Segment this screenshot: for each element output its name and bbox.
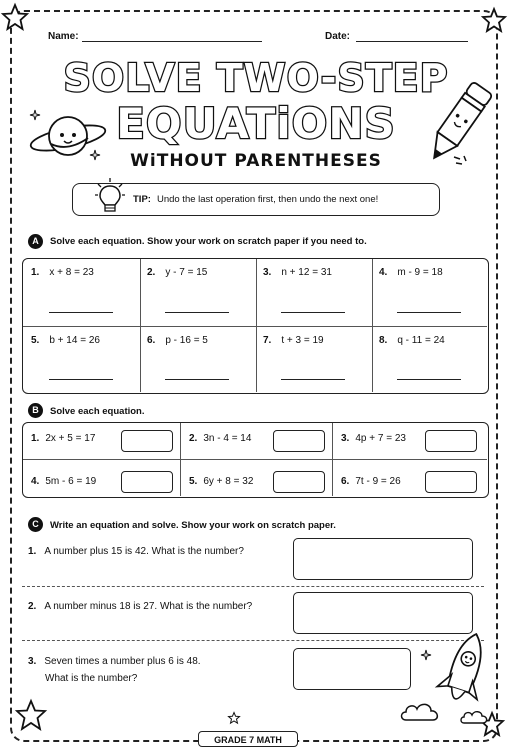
problem-b3: 3. 4p + 7 = 23 <box>341 433 406 444</box>
tip-label: TIP: <box>133 194 151 205</box>
star-icon <box>16 700 46 730</box>
section-b-badge: B <box>28 403 43 418</box>
problem-b4: 4. 5m - 6 = 19 <box>31 476 97 487</box>
problem-a6: 6. p - 16 = 5 <box>147 335 208 346</box>
problem-b1: 1. 2x + 5 = 17 <box>31 433 96 444</box>
sparkle-icon <box>30 110 40 120</box>
lightbulb-icon <box>95 178 125 216</box>
sparkle-icon <box>421 650 431 660</box>
answer-line-a4[interactable] <box>397 312 461 313</box>
star-icon <box>2 4 28 30</box>
problem-b6: 6. 7t - 9 = 26 <box>341 476 401 487</box>
answer-line-a7[interactable] <box>281 379 345 380</box>
problem-b2: 2. 3n - 4 = 14 <box>189 433 252 444</box>
title-line-2: EQUATiONS <box>116 99 396 148</box>
date-label: Date: <box>325 31 351 42</box>
grade-label: GRADE 7 MATH <box>198 731 298 747</box>
tip-message: Undo the last operation first, then undo the next one! <box>156 194 379 205</box>
answer-box-b6[interactable] <box>425 471 477 493</box>
star-icon <box>482 8 506 32</box>
answer-line-a8[interactable] <box>397 379 461 380</box>
date-field[interactable] <box>356 41 468 42</box>
word-problem-3: 3. Seven times a number plus 6 is 48. <box>28 656 201 667</box>
section-b-instruction: Solve each equation. <box>50 406 145 417</box>
tip-text <box>133 194 378 205</box>
problem-a4: 4. m - 9 = 18 <box>379 267 443 278</box>
problem-a2: 2. y - 7 = 15 <box>147 267 208 278</box>
section-a-badge: A <box>28 234 43 249</box>
cloud-icon <box>460 708 490 726</box>
section-a-grid <box>22 258 489 394</box>
word-problem-3-line-2: What is the number? <box>45 673 138 684</box>
problem-b5: 5. 6y + 8 = 32 <box>189 476 254 487</box>
section-c-badge: C <box>28 517 43 532</box>
section-a-instruction: Solve each equation. Show your work on scratch paper if you need to. <box>50 236 367 247</box>
answer-box-b5[interactable] <box>273 471 325 493</box>
answer-line-a3[interactable] <box>281 312 345 313</box>
answer-line-a5[interactable] <box>49 379 113 380</box>
problem-a1: 1. x + 8 = 23 <box>31 267 94 278</box>
star-icon <box>228 712 240 724</box>
sparkle-icon <box>90 150 100 160</box>
answer-line-a6[interactable] <box>165 379 229 380</box>
answer-box-c2[interactable] <box>293 592 473 634</box>
problem-a3: 3. n + 12 = 31 <box>263 267 332 278</box>
answer-box-b3[interactable] <box>425 430 477 452</box>
section-c-instruction: Write an equation and solve. Show your work on scratch paper. <box>50 520 336 531</box>
name-field[interactable] <box>82 41 262 42</box>
divider <box>22 640 484 641</box>
answer-line-a2[interactable] <box>165 312 229 313</box>
section-b-grid <box>22 422 489 498</box>
answer-box-c1[interactable] <box>293 538 473 580</box>
word-problem-2: 2. A number minus 18 is 27. What is the number? <box>28 601 253 612</box>
answer-box-b2[interactable] <box>273 430 325 452</box>
problem-a5: 5. b + 14 = 26 <box>31 335 100 346</box>
answer-box-b1[interactable] <box>121 430 173 452</box>
problem-a7: 7. t + 3 = 19 <box>263 335 324 346</box>
title-line-1: SOLVE TWO-STEP <box>63 56 449 100</box>
sparkle-icon <box>452 155 472 167</box>
problem-a8: 8. q - 11 = 24 <box>379 335 445 346</box>
name-label: Name: <box>48 31 79 42</box>
subtitle: WiTHOUT PARENTHESES <box>130 151 382 171</box>
divider <box>22 586 484 587</box>
answer-box-b4[interactable] <box>121 471 173 493</box>
cloud-icon <box>400 700 444 724</box>
answer-line-a1[interactable] <box>49 312 113 313</box>
answer-box-c3[interactable] <box>293 648 411 690</box>
word-problem-1: 1. A number plus 15 is 42. What is the number? <box>28 546 244 557</box>
tip-box <box>72 183 440 216</box>
